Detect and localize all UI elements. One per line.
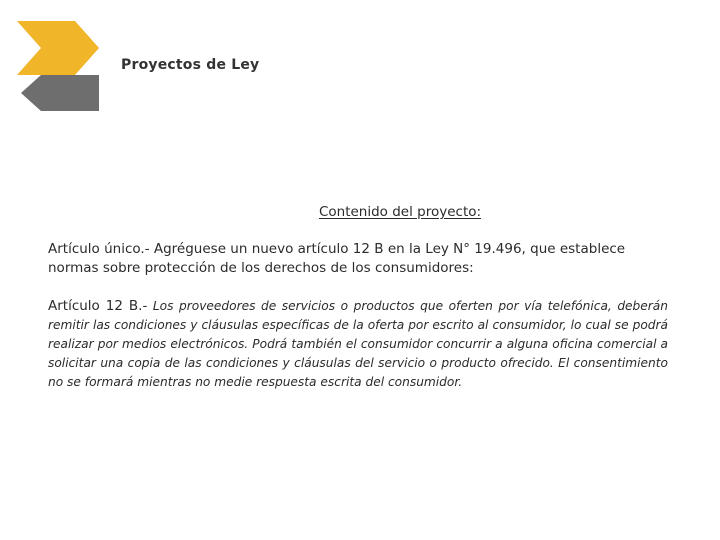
article-12b-label: Artículo 12 B.- bbox=[48, 298, 148, 314]
logo-yellow-shape bbox=[17, 21, 99, 75]
article-12b-paragraph bbox=[48, 297, 668, 392]
article-12b-body: Los proveedores de servicios o productos que oferten por vía telefónica, deberán remitir las condiciones y cláusulas específicas de la oferta por escrito al consumidor, lo cual se podrá realizar por medios electrónicos. Podrá también el consumidor concurrir a alguna oficina comercial a solicitar una copia de las condiciones y cláusulas del servicio o producto ofrecido. El consentimiento no se formará mientras no medie respuesta escrita del consumidor. bbox=[48, 299, 668, 389]
page-title: Proyectos de Ley bbox=[121, 57, 260, 73]
content-heading bbox=[0, 204, 720, 220]
logo-chevron-icon bbox=[17, 21, 99, 111]
logo-gray-shape bbox=[21, 75, 99, 111]
article-unico-paragraph: Artículo único.- Agréguese un nuevo artículo 12 B en la Ley N° 19.496, que establece normas sobre protección de los derechos de los consumidores: bbox=[48, 241, 626, 276]
content-heading-text: Contenido del proyecto: bbox=[318, 204, 482, 220]
